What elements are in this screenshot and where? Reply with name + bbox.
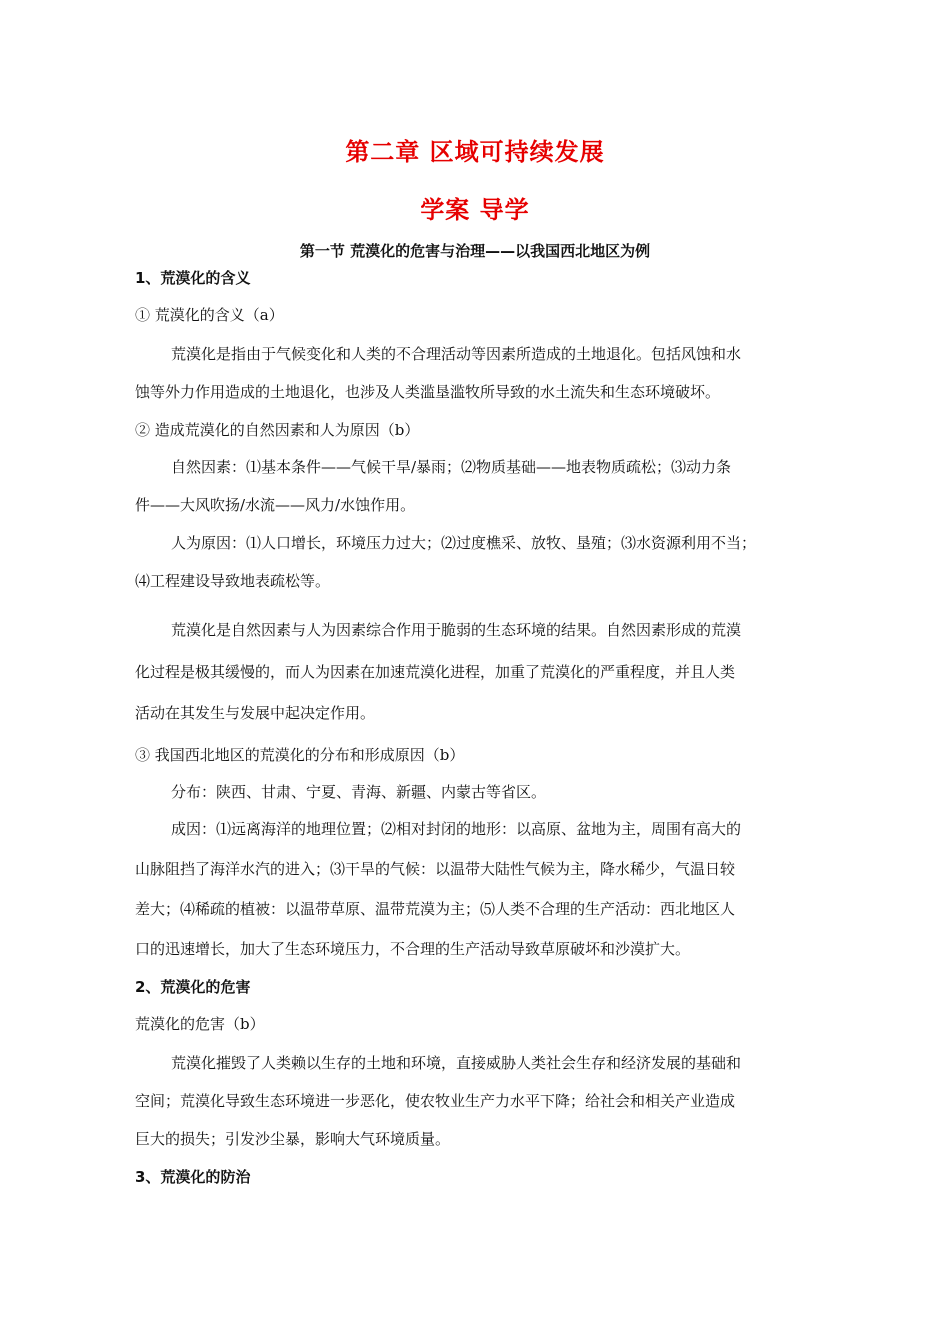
paragraph-1-line-2: 蚀等外力作用造成的土地退化，也涉及人类滥垦滥牧所导致的水土流失和生态环境破坏。 — [135, 383, 721, 401]
paragraph-2-line-2: 件——大风吹扬/水流——风力/水蚀作用。 — [135, 496, 416, 514]
heading-1: 1、荒漠化的含义 — [135, 269, 251, 287]
paragraph-7-line-1: 荒漠化摧毁了人类赖以生存的土地和环境，直接威胁人类社会生存和经济发展的基础和 — [171, 1054, 742, 1072]
paragraph-7-line-2: 空间；荒漠化导致生态环境进一步恶化，使农牧业生产力水平下降；给社会和相关产业造成 — [135, 1092, 736, 1110]
paragraph-6-line-4: 口的迅速增长，加大了生态环境压力，不合理的生产活动导致草原破坏和沙漠扩大。 — [135, 940, 691, 958]
paragraph-6-line-2: 山脉阻挡了海洋水汽的进入；⑶干旱的气候：以温带大陆性气候为主，降水稀少，气温日较 — [135, 860, 736, 878]
heading-2: 2、荒漠化的危害 — [135, 978, 251, 996]
subheading-2: ② 造成荒漠化的自然因素和人为原因（b） — [135, 421, 420, 439]
paragraph-6-line-1: 成因：⑴远离海洋的地理位置；⑵相对封闭的地形：以高原、盆地为主，周围有高大的 — [171, 820, 742, 838]
paragraph-6-line-3: 差大；⑷稀疏的植被：以温带草原、温带荒漠为主；⑸人类不合理的生产活动：西北地区人 — [135, 900, 736, 918]
section-title: 第一节 荒漠化的危害与治理——以我国西北地区为例 — [299, 242, 651, 260]
paragraph-3-line-1: 人为原因：⑴人口增长，环境压力过大；⑵过度樵采、放牧、垦殖；⑶水资源利用不当； — [171, 534, 757, 552]
paragraph-1-line-1: 荒漠化是指由于气候变化和人类的不合理活动等因素所造成的土地退化。包括风蚀和水 — [171, 345, 742, 363]
subheading-3: ③ 我国西北地区的荒漠化的分布和形成原因（b） — [135, 746, 465, 764]
guide-subtitle: 学案 导学 — [420, 196, 530, 224]
paragraph-4-line-1: 荒漠化是自然因素与人为因素综合作用于脆弱的生态环境的结果。自然因素形成的荒漠 — [171, 621, 742, 639]
subheading-1: ① 荒漠化的含义（a） — [135, 306, 284, 324]
paragraph-4-line-3: 活动在其发生与发展中起决定作用。 — [135, 704, 376, 722]
paragraph-5: 分布：陕西、甘肃、宁夏、青海、新疆、内蒙古等省区。 — [171, 783, 547, 801]
subheading-4: 荒漠化的危害（b） — [135, 1015, 265, 1033]
paragraph-7-line-3: 巨大的损失；引发沙尘暴，影响大气环境质量。 — [135, 1130, 451, 1148]
chapter-title: 第二章 区域可持续发展 — [345, 138, 605, 166]
paragraph-4-line-2: 化过程是极其缓慢的，而人为因素在加速荒漠化进程，加重了荒漠化的严重程度，并且人类 — [135, 663, 736, 681]
heading-3: 3、荒漠化的防治 — [135, 1168, 251, 1186]
paragraph-2-line-1: 自然因素：⑴基本条件——气候干旱/暴雨；⑵物质基础——地表物质疏松；⑶动力条 — [171, 458, 732, 476]
paragraph-3-line-2: ⑷工程建设导致地表疏松等。 — [135, 572, 331, 590]
